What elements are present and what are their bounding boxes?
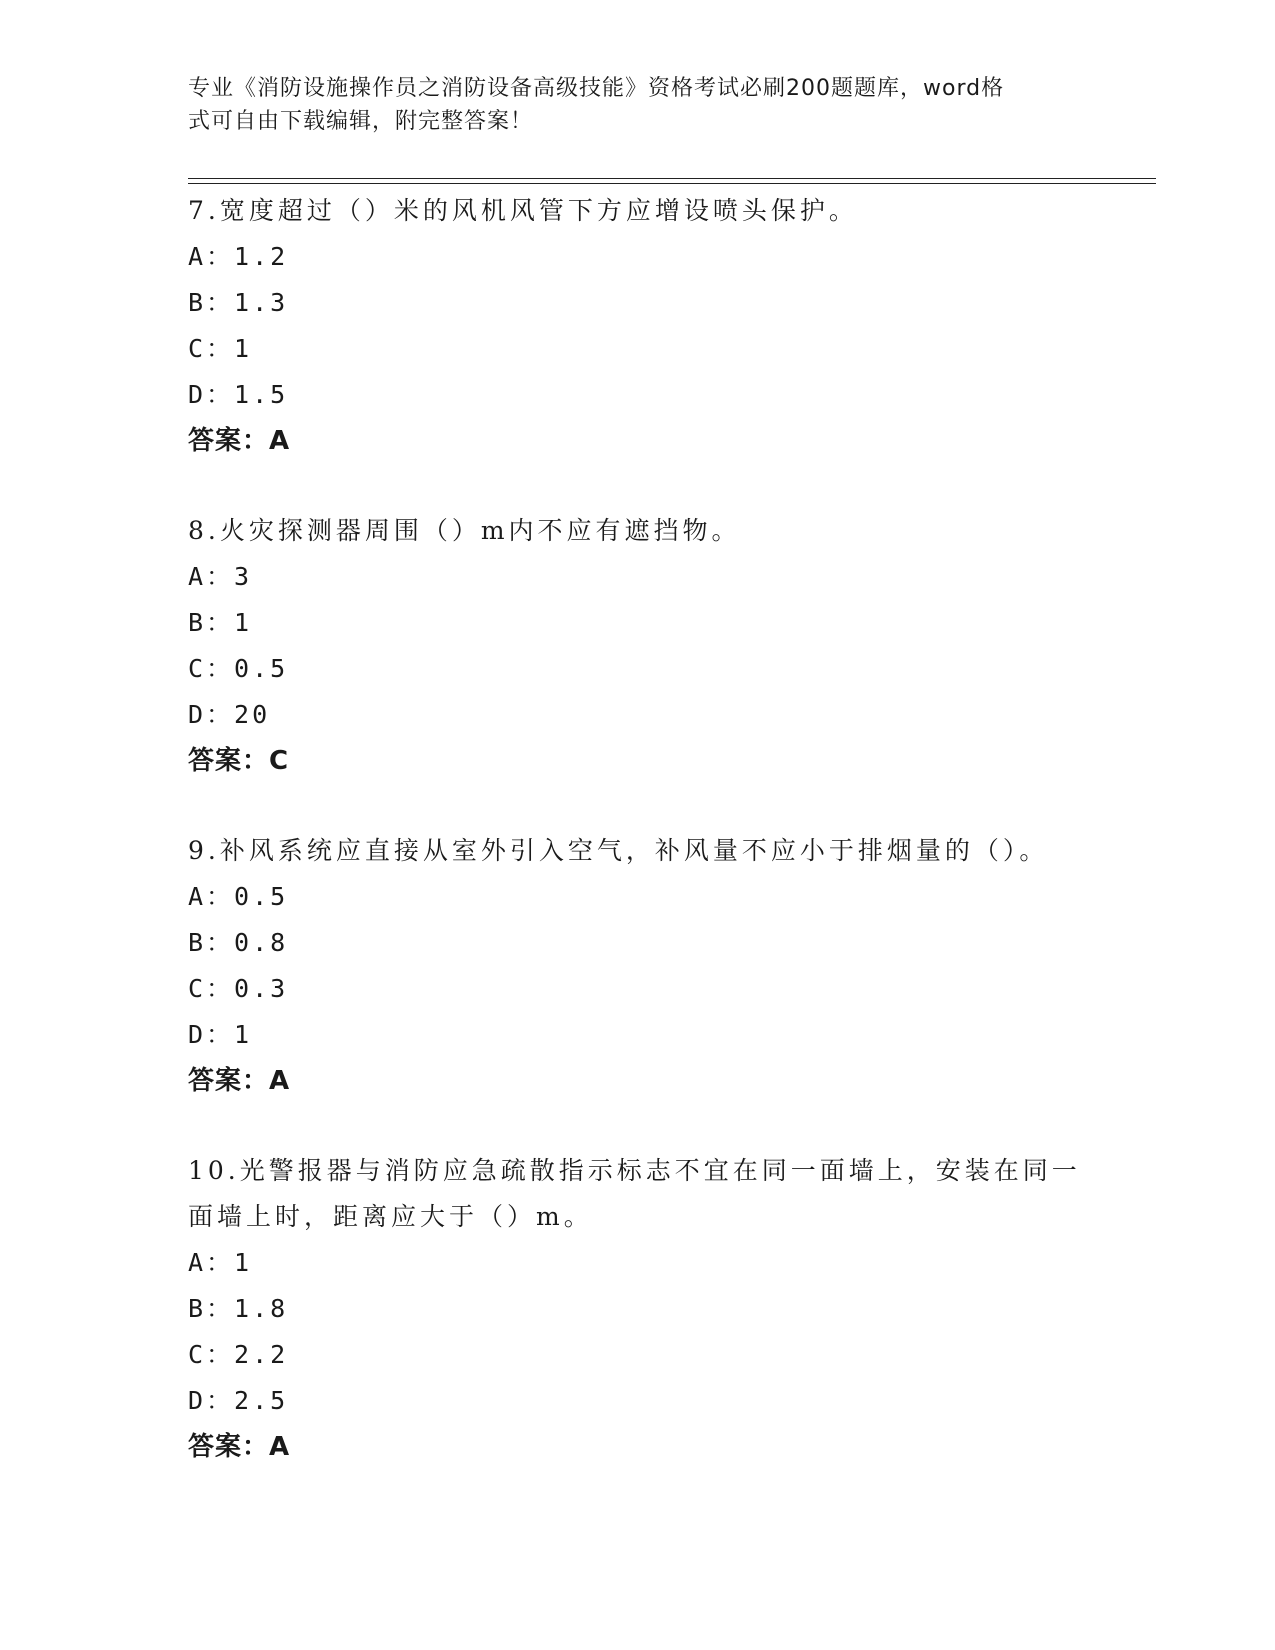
answer-label: 答案：A: [188, 1432, 291, 1462]
header-line-1: 专业《消防设施操作员之消防设备高级技能》资格考试必刷200题题库，word格: [188, 76, 1005, 101]
header-line-2: 式可自由下载编辑，附完整答案！: [188, 109, 534, 134]
option-a: A：1.2: [188, 242, 289, 271]
question-10: [188, 1148, 1088, 1470]
header-divider-bottom: [188, 183, 1156, 184]
header-divider-top: [188, 178, 1156, 179]
document-header: [188, 72, 1068, 138]
option-b: B：0.8: [188, 928, 289, 957]
question-stem: 9.补风系统应直接从室外引入空气，补风量不应小于排烟量的（）。: [188, 836, 1049, 865]
question-7: [188, 188, 1088, 464]
option-a: A：3: [188, 562, 253, 591]
option-d: D：20: [188, 700, 271, 729]
option-b: B：1: [188, 608, 253, 637]
question-stem-line-2: 面墙上时，距离应大于（）m。: [188, 1202, 593, 1231]
option-c: C：1: [188, 334, 253, 363]
option-b: B：1.8: [188, 1294, 289, 1323]
question-stem-line-1: 10.光警报器与消防应急疏散指示标志不宜在同一面墙上，安装在同一: [188, 1156, 1081, 1185]
question-9: [188, 828, 1088, 1104]
option-c: C：0.3: [188, 974, 289, 1003]
option-c: C：2.2: [188, 1340, 289, 1369]
answer-label: 答案：A: [188, 1066, 291, 1096]
option-d: D：2.5: [188, 1386, 289, 1415]
question-8: [188, 508, 1088, 784]
option-a: A：1: [188, 1248, 253, 1277]
question-stem: 8.火灾探测器周围（）m内不应有遮挡物。: [188, 516, 741, 545]
option-a: A：0.5: [188, 882, 289, 911]
option-b: B：1.3: [188, 288, 289, 317]
answer-label: 答案：A: [188, 426, 291, 456]
question-stem: 7.宽度超过（）米的风机风管下方应增设喷头保护。: [188, 196, 858, 225]
option-c: C：0.5: [188, 654, 289, 683]
answer-label: 答案：C: [188, 746, 290, 776]
option-d: D：1.5: [188, 380, 289, 409]
option-d: D：1: [188, 1020, 253, 1049]
